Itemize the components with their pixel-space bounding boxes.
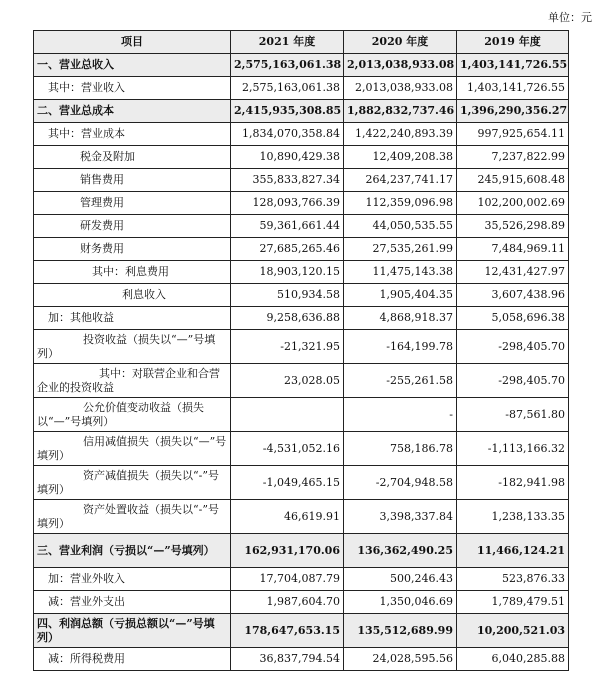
row-label: 加：其他收益 — [34, 307, 231, 330]
row-label: 加：营业外收入 — [34, 568, 231, 591]
value-2019: 6,040,285.88 — [457, 648, 569, 671]
row-label: 减：所得税费用 — [34, 648, 231, 671]
value-2020: 12,409,208.38 — [344, 146, 457, 169]
table-row — [34, 54, 569, 77]
value-2021: 9,258,636.88 — [231, 307, 344, 330]
value-2019: 10,200,521.03 — [457, 614, 569, 648]
row-label: 利息收入 — [34, 284, 231, 307]
row-label: 四、利润总额（亏损总额以“—”号填列） — [34, 614, 231, 648]
row-label: 其中：利息费用 — [34, 261, 231, 284]
table-row — [34, 466, 569, 500]
row-label: 减：营业外支出 — [34, 591, 231, 614]
value-2019: 1,238,133.35 — [457, 500, 569, 534]
value-2019: -87,561.80 — [457, 398, 569, 432]
value-2020: 1,882,832,737.46 — [344, 100, 457, 123]
value-2020: 11,475,143.38 — [344, 261, 457, 284]
table-row — [34, 330, 569, 364]
value-2021: 2,575,163,061.38 — [231, 54, 344, 77]
value-2021: 2,415,935,308.85 — [231, 100, 344, 123]
value-2019: 245,915,608.48 — [457, 169, 569, 192]
table-row — [34, 648, 569, 671]
value-2021: 178,647,653.15 — [231, 614, 344, 648]
row-label: 信用减值损失（损失以“—”号填列） — [34, 432, 231, 466]
value-2021: 23,028.05 — [231, 364, 344, 398]
value-2019: 1,403,141,726.55 — [457, 77, 569, 100]
row-label: 资产减值损失（损失以“-”号填列） — [34, 466, 231, 500]
table-row — [34, 261, 569, 284]
value-2019: -298,405.70 — [457, 330, 569, 364]
value-2020: 500,246.43 — [344, 568, 457, 591]
value-2019: 12,431,427.97 — [457, 261, 569, 284]
value-2019: 1,396,290,356.27 — [457, 100, 569, 123]
value-2019: 523,876.33 — [457, 568, 569, 591]
value-2021: -4,531,052.16 — [231, 432, 344, 466]
value-2021: 18,903,120.15 — [231, 261, 344, 284]
table-row — [34, 534, 569, 568]
row-label: 二、营业总成本 — [34, 100, 231, 123]
value-2019: 7,484,969.11 — [457, 238, 569, 261]
table-row — [34, 398, 569, 432]
table-row — [34, 614, 569, 648]
value-2020: 2,013,038,933.08 — [344, 77, 457, 100]
row-label: 其中：营业成本 — [34, 123, 231, 146]
value-2020: -2,704,948.58 — [344, 466, 457, 500]
value-2019: 102,200,002.69 — [457, 192, 569, 215]
value-2020: -164,199.78 — [344, 330, 457, 364]
value-2021: 36,837,794.54 — [231, 648, 344, 671]
table-row — [34, 432, 569, 466]
row-label: 管理费用 — [34, 192, 231, 215]
value-2020: 2,013,038,933.08 — [344, 54, 457, 77]
value-2021 — [231, 398, 344, 432]
value-2021: 59,361,661.44 — [231, 215, 344, 238]
header-2019: 2019 年度 — [457, 31, 569, 54]
value-2021: 2,575,163,061.38 — [231, 77, 344, 100]
value-2019: -182,941.98 — [457, 466, 569, 500]
value-2021: 17,704,087.79 — [231, 568, 344, 591]
value-2020: -255,261.58 — [344, 364, 457, 398]
value-2020: - — [344, 398, 457, 432]
table-row — [34, 500, 569, 534]
value-2021: 1,987,604.70 — [231, 591, 344, 614]
income-statement-table — [33, 30, 569, 671]
value-2019: -1,113,166.32 — [457, 432, 569, 466]
value-2020: 758,186.78 — [344, 432, 457, 466]
table-row — [34, 192, 569, 215]
row-label: 其中：营业收入 — [34, 77, 231, 100]
header-row — [34, 31, 569, 54]
value-2019: 35,526,298.89 — [457, 215, 569, 238]
value-2021: 355,833,827.34 — [231, 169, 344, 192]
table-row — [34, 364, 569, 398]
row-label: 其中：对联营企业和合营企业的投资收益 — [34, 364, 231, 398]
header-2020: 2020 年度 — [344, 31, 457, 54]
value-2019: 997,925,654.11 — [457, 123, 569, 146]
table-row — [34, 568, 569, 591]
value-2019: 7,237,822.99 — [457, 146, 569, 169]
row-label: 税金及附加 — [34, 146, 231, 169]
value-2020: 3,398,337.84 — [344, 500, 457, 534]
value-2020: 264,237,741.17 — [344, 169, 457, 192]
value-2020: 136,362,490.25 — [344, 534, 457, 568]
row-label: 投资收益（损失以“—”号填列） — [34, 330, 231, 364]
value-2021: 1,834,070,358.84 — [231, 123, 344, 146]
value-2020: 44,050,535.55 — [344, 215, 457, 238]
value-2021: 27,685,265.46 — [231, 238, 344, 261]
value-2019: 1,789,479.51 — [457, 591, 569, 614]
value-2019: -298,405.70 — [457, 364, 569, 398]
table-row — [34, 169, 569, 192]
value-2019: 3,607,438.96 — [457, 284, 569, 307]
table-row — [34, 146, 569, 169]
row-label: 财务费用 — [34, 238, 231, 261]
value-2020: 27,535,261.99 — [344, 238, 457, 261]
row-label: 公允价值变动收益（损失以“—”号填列） — [34, 398, 231, 432]
value-2020: 1,422,240,893.39 — [344, 123, 457, 146]
table-row — [34, 307, 569, 330]
value-2020: 1,350,046.69 — [344, 591, 457, 614]
value-2019: 11,466,124.21 — [457, 534, 569, 568]
value-2020: 112,359,096.98 — [344, 192, 457, 215]
value-2021: -21,321.95 — [231, 330, 344, 364]
value-2019: 5,058,696.38 — [457, 307, 569, 330]
value-2020: 4,868,918.37 — [344, 307, 457, 330]
value-2021: 510,934.58 — [231, 284, 344, 307]
row-label: 研发费用 — [34, 215, 231, 238]
row-label: 三、营业利润（亏损以“—”号填列） — [34, 534, 231, 568]
table-row — [34, 591, 569, 614]
value-2019: 1,403,141,726.55 — [457, 54, 569, 77]
table-row — [34, 238, 569, 261]
unit-label: 单位：元 — [548, 11, 592, 24]
value-2021: 162,931,170.06 — [231, 534, 344, 568]
value-2020: 24,028,595.56 — [344, 648, 457, 671]
header-2021: 2021 年度 — [231, 31, 344, 54]
table-row — [34, 123, 569, 146]
value-2020: 1,905,404.35 — [344, 284, 457, 307]
row-label: 销售费用 — [34, 169, 231, 192]
value-2021: -1,049,465.15 — [231, 466, 344, 500]
table-row — [34, 77, 569, 100]
value-2021: 46,619.91 — [231, 500, 344, 534]
value-2021: 10,890,429.38 — [231, 146, 344, 169]
row-label: 资产处置收益（损失以“-”号填列） — [34, 500, 231, 534]
row-label: 一、营业总收入 — [34, 54, 231, 77]
value-2020: 135,512,689.99 — [344, 614, 457, 648]
header-item: 项目 — [34, 31, 231, 54]
table-row — [34, 100, 569, 123]
table-row — [34, 284, 569, 307]
table-row — [34, 215, 569, 238]
value-2021: 128,093,766.39 — [231, 192, 344, 215]
